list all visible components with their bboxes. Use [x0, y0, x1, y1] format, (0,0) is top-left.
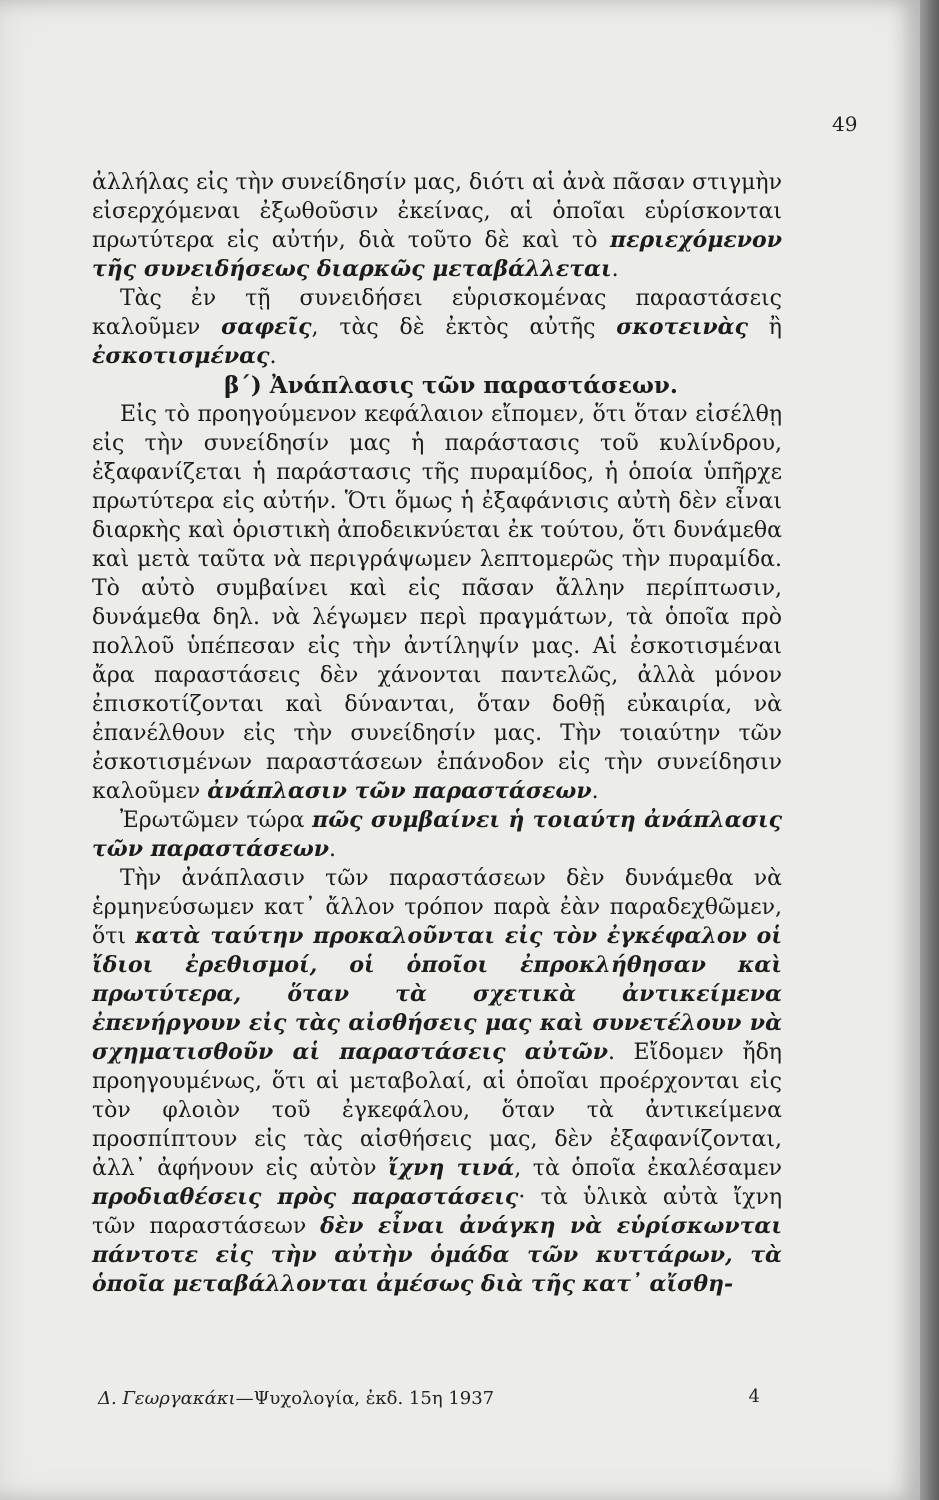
paragraph-text: , τὰς δὲ ἐκτὸς αὐτῆς — [311, 315, 617, 340]
emphasis-text: κατὰ ταύτην προκαλοῦνται εἰς τὸν ἐγκέφαλον οἱ ἴδιοι ἐρεθισμοί, οἱ ὁποῖοι ἐπροκλήθησαν καὶ πρωτύτερα, ὅταν τὰ σχετικὰ ἀντικείμενα ἐπενήργουν εἰς τὰς αἰσθήσεις μας καὶ συνετέλουν νὰ σχηματισθοῦν αἱ παραστάσεις αὐτῶν — [92, 923, 782, 1065]
signature-mark: 4 — [748, 1386, 760, 1407]
paragraph-text: , τὰ ὁποῖα ἐκαλέσαμεν — [514, 1156, 782, 1181]
emphasis-text: σκοτεινὰς — [616, 314, 748, 340]
page-number: 49 — [832, 112, 858, 136]
page-footer — [98, 1388, 788, 1409]
paragraph-text: Ἐρωτῶμεν τώρα — [120, 808, 313, 833]
paragraph-text: Εἰς τὸ προηγούμενον κεφάλαιον εἴπομεν, ὅτι ὅταν εἰσέλθῃ εἰς τὴν συνείδησίν μας ἡ παράστασις τοῦ κυλίνδρου, ἐξαφανίζεται ἡ παράστασις τῆς πυραμίδος, ἡ ὁποία ὑπῆρχε πρωτύτερα εἰς αὐτήν. Ὅτι ὅμως ἡ ἐξαφάνισις αὐτὴ δὲν εἶναι διαρκὴς καὶ ὁριστικὴ ἀποδεικνύεται ἐκ τούτου, ὅτι δυνάμεθα καὶ μετὰ ταῦτα νὰ περιγράψωμεν λεπτομερῶς τὴν πυραμίδα. Τὸ αὐτὸ συμβαίνει καὶ εἰς πᾶσαν ἄλλην περίπτωσιν, δυνάμεθα δηλ. νὰ λέγωμεν περὶ πραγμάτων, τὰ ὁποῖα πρὸ πολλοῦ ὑπέπεσαν εἰς τὴν ἀντίληψίν μας. Αἱ ἐσκοτισμέναι ἄρα παραστάσεις δὲν χάνονται παντελῶς, ἀλλὰ μόνον ἐπισκοτίζονται καὶ δύνανται, ὅταν δοθῇ εὐκαιρία, νὰ ἐπανέλθουν εἰς τὴν συνείδησίν μας. Τὴν τοιαύτην τῶν ἐσκοτισμένων παραστάσεων ἐπάνοδον εἰς τὴν συνείδησιν καλοῦμεν — [92, 402, 782, 804]
paragraph-text: . — [329, 837, 337, 862]
paragraph-block-1 — [92, 168, 782, 371]
emphasis-text: πῶς συμβαίνει ἡ τοιαύτη ἀνάπλασις τῶν παραστάσεων — [92, 807, 782, 862]
paragraph-text: ἀλλήλας εἰς τὴν συνείδησίν μας, διότι αἱ ἀνὰ πᾶσαν στιγμὴν εἰσερχόμεναι ἐξωθοῦσιν ἐκείνας, αἱ ὁποῖαι εὑρίσκονται πρωτύτερα εἰς αὐτήν, διὰ τοῦτο δὲ καὶ τὸ — [92, 170, 782, 253]
section-heading: β΄) Ἀνάπλασις τῶν παραστάσεων. — [224, 372, 678, 399]
emphasis-text: ἴχνη τινά — [388, 1155, 515, 1181]
body-text — [92, 168, 782, 1299]
paragraph-p1 — [92, 168, 782, 284]
paragraph-text: · τὰ ὑλικὰ αὐτὰ ἴχνη τῶν παραστάσεων — [92, 1185, 782, 1239]
emphasis-text: ἐσκοτισμένας — [92, 343, 270, 369]
paragraph-p5 — [92, 864, 782, 1299]
footer-publication: —Ψυχολογία, ἐκδ. 15η 1937 — [235, 1388, 495, 1409]
emphasis-text: ἀνάπλασιν τῶν παραστάσεων — [207, 778, 592, 804]
paragraph-text: Τὰς ἐν τῇ συνειδήσει εὑρισκομένας παραστάσεις καλοῦμεν — [92, 286, 782, 340]
paragraph-text: ἢ — [748, 315, 782, 340]
paragraph-text: . — [611, 257, 619, 282]
page-edge — [920, 0, 939, 1500]
paragraph-text: . — [591, 779, 599, 804]
emphasis-text: περιεχόμενον τῆς συνειδήσεως διαρκῶς μεταβάλλεται — [92, 227, 782, 282]
emphasis-text: προδιαθέσεις πρὸς παραστάσεις — [92, 1184, 519, 1210]
paragraph-text: . Εἴδομεν ἤδη προηγουμένως, ὅτι αἱ μεταβολαί, αἱ ὁποῖαι προέρχονται εἰς τὸν φλοιὸν τοῦ ἐγκεφάλου, ὅταν τὰ ἀντικείμενα προσπίπτουν εἰς τὰς αἰσθήσεις μας, δὲν ἐξαφανίζονται, ἀλλ᾿ ἀφήνουν εἰς αὐτὸν — [92, 1040, 782, 1181]
paragraph-text: Τὴν ἀνάπλασιν τῶν παραστάσεων δὲν δυνάμεθα νὰ ἑρμηνεύσωμεν κατ᾿ ἄλλον τρόπον παρὰ ἐὰν παραδεχθῶμεν, ὅτι — [92, 866, 782, 949]
paragraph-text: . — [269, 344, 277, 369]
footer-author: Δ. Γεωργακάκι — [98, 1388, 236, 1409]
emphasis-text: σαφεῖς — [221, 314, 312, 340]
paragraph-p4 — [92, 806, 782, 864]
paragraph-p2 — [92, 284, 782, 371]
paragraph-p3 — [92, 400, 782, 806]
emphasis-text: δὲν εἶναι ἀνάγκη νὰ εὑρίσκωνται πάντοτε εἰς τὴν αὐτὴν ὁμάδα τῶν κυττάρων, τὰ ὁποῖα μεταβάλλονται ἀμέσως διὰ τῆς κατ᾿ αἴσθη- — [92, 1213, 782, 1297]
paragraph-block-2 — [92, 400, 782, 1299]
